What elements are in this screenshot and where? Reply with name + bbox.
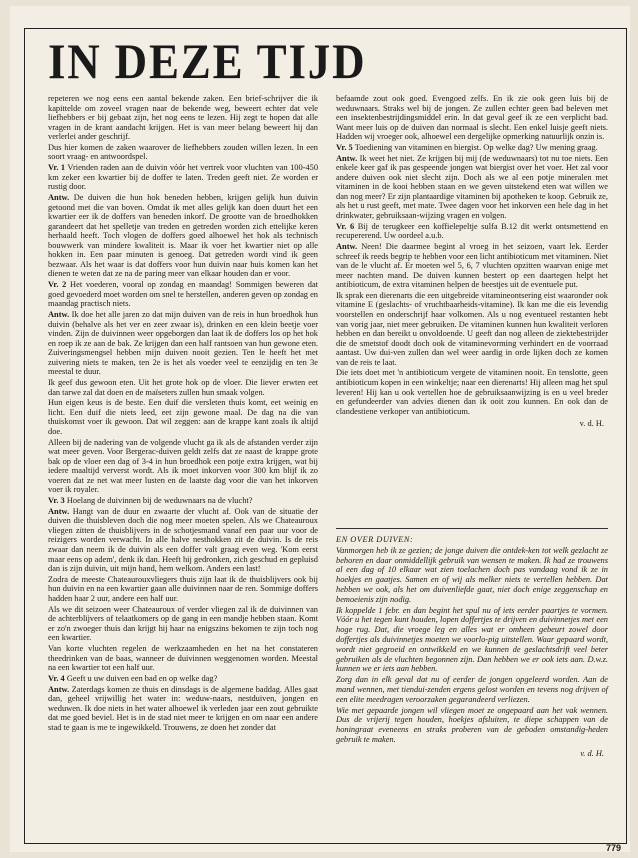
answer-6: Antw. Neen! Die daarmee begint al vroeg in het seizoen, vaart lek. Eerder schreef ik reeds begrip te hebben voor een licht antibioticum met vitaminen. Niet van de le vlucht af. Er moeten wel 5, 6, 7 vluchten opzitten waarvan enige met meer nachten mand. De duiven kunnen bestert op een daartegen helpt het antibioticum, de extra vitaminen helpen de beestjes uit de eventuele put.: [336, 241, 608, 290]
question-3: Vr. 3 Hoelang de duivinnen bij de weduwnaars na de vlucht?: [48, 496, 253, 506]
question-6: Vr. 6 Bij de terugkeer een koffielepeltje sulfa B.12 dit werkt ontsmettend en recupererend. Uw oordeel a.u.b.: [336, 221, 608, 241]
author-signature: v. d. H.: [579, 419, 604, 429]
right-column: [336, 94, 608, 509]
sidebar-box: [336, 528, 608, 828]
paragraph: Dus hier komen de zaken waarover de liefhebbers zouden willen lezen. In een soort vraag- en antwoordspel.: [48, 142, 318, 162]
paragraph: Ik sprak een dierenarts die een uitgebreide vitamineontsering eist waaronder ook vitamine E (geslachts- of vruchtbaarheids-vitamine). Ik kan me die eis levendig voorstellen en onderschrijf haar volkomen. Als u nog eventueel restanten hebt van vorig jaar, niet meer gebruiken. De vitaminen kunnen hun kwaliteit verloren hebben en dan bereikt u onvoldoende. U geeft dan nog alleen de ziektebestrijder die de smetstof doodt doch ook de vitaminevorming verhindert en de voorraad aantast. Uw dui-ven zullen dan wel weer aardig in orde lijken doch ze komen van de reis te laat.: [336, 290, 608, 367]
magazine-page: [10, 6, 630, 852]
paragraph: Alleen bij de nadering van de volgende vlucht ga ik als de afstanden verder zijn wat meer geven. Voor Bergerac-duiven geldt zelfs dat ze naast de krappe grote bak op de vloer een dag of 3-4 in hun broedhok een potje extra krijgen, wat bij iedere maaltijd ververst wordt. Als ik moet inkorven voor 300 km blijf ik zo voeren dat ze net wat meer lusten en de laatste dag voor die van het inkorven voer ik royaler.: [48, 437, 318, 495]
answer-3: Antw. Hangt van de duur en zwaarte der vlucht af. Ook van de situatie der duiven die thuisbleven doch die nog meer moeten spelen. Als we Chateauroux vliegen zitten de thuisblijvers in de schotjesmand vanaf een paar uur voor de reizigers worden verwacht. In alle halve nesthokken zit de duivin. Is de reis zwaar dan neem ik de duivin als een doffer valt graag even weg. 'Kom eerst maar eens op adem', denk ik dan. Heeft hij gedronken, zich geschud en gepluisd dan is zijn duivin, uit mijn hand, hem welkom. Anders een last!: [48, 506, 318, 574]
answer-5: Antw. Ik weet het niet. Ze krijgen bij mij (de weduwnaars) tot nu toe niets. Een enkele keer gaf ik pas gespeende jongen wat biergist over het voer. Het zal voor andere duiven ook niet slecht zijn. Doch als we al een potje mineralen met vitaminen in de kooi hebben staan en we geven uitstekend eten wat willen we dan nog meer? Er zijn plantaardige vitaminen bij apotheken te koop. Gebruik ze, als het u rust geeft, met mate. Twee dagen voor het inkorven een hele dag in het drinkwater, gebruiksaan-wijzing vragen en volgen.: [336, 153, 608, 220]
paragraph: Hun eigen keus is de beste. Een duif die versleten thuis komt, eet weinig en licht. Een duif die niets leed, eet zijn gewone maal. De dag na die van thuiskomst voer ik gewoon. Dat wil zeggen: aan de krappe kant zoals ik altijd doe.: [48, 398, 318, 436]
box-paragraph: Wie met gepaarde jongen wil vliegen moet ze ongepaard aan het vak wennen. Dus de vrijerij tegen houden, hoekjes afsluiten, te diepe schappen van de honingraat eveneens en straks proberen van de geboden omstandig-heden gebruik te maken.: [336, 705, 608, 744]
paragraph: Zodra de meeste Chateaurouxvliegers thuis zijn laat ik de thuisblijvers ook bij hun duivin en na een kwartier gaan alle duivinnen naar de ren. Sommige doffers hadden haar 2 uur, andere een half uur.: [48, 574, 318, 603]
paragraph: Van korte vluchten regelen de werkzaamheden en het na het constateren theedrinken van de baas, wanneer de duivinnen weggenomen worden. Meestal na een kwartier tot een half uur.: [48, 644, 318, 673]
answer-4: Antw. Zaterdags komen ze thuis en dinsdags is de algemene baddag. Alles gaat dan, geheel vrijwillig het water in: weduw-naars, nestduiven, jongen en weduwen. Ik doe niets in het water alhoewel ik verleden jaar een zout gebruikte dat me goed beviel. Het is in de stad niet meer te krijgen en om naar een andere stad te gaan is me te ingewikkeld. Trouwens, ze doen het zonder dat: [48, 684, 318, 732]
question-2: Vr. 2 Het voederen, vooral op zondag en maandag! Sommigen beweren dat goed gevoederd moet worden om snel te herstellen, anderen geven op zondag en maandag practisch niets.: [48, 280, 318, 309]
answer-1: Antw. De duiven die hun hok beneden hebben, krijgen gelijk hun duivin getoond met die van boven. Omdat ik met alles gelijk kan doen duurt het een kwartier eer ik de doffers van beneden inkorf. De grootte van de broedhokken garandeert dat het spelletje van treden en getreden worden zich ettelijke keren herhaald heeft. Toch vlogen de doffers goed alhoewel het hok als technisch bouwwerk van mindere kwaliteit is. Maar ik voer het kwartier niet op alle hokken in. Een paar minuten is genoeg. Dat getreden wordt vind ik geen bezwaar. Als het waar is dat doffers voor hun duivin naar huis komen kan het dienen te weten dat ze na de paring meer van elkaar houden dan er voor.: [48, 193, 318, 279]
box-paragraph: Vanmorgen heb ik ze gezien; de jonge duiven die ontdek-ken tot welk gezlacht ze behoren en daar onmiddellijk gebruik van wensen te maken. Ik had ze trouwens al een dag of 10 elkaar wat zien toelachen doch pas vandaag vond ik ze in hoekjes en gaatjes. Samen en of wij als melker niets te vertellen hebben. Dat hebben we ook, als het om duivenliefde gaat, niet doch enige zeggenschap en bemoeienis zijn nodig.: [336, 545, 608, 604]
answer-2: Antw. Ik doe het alle jaren zo dat mijn duiven van de reis in hun broedhok hun duivin (behalve als het ver en zeer zwaar is), drinken en een klein beetje voer vinden. Zijn de duivinnen weer opgeborgen dan laat ik de doffers los op het hok en roep ik ze aan de bak. Ze krijgen dan een half rantsoen van hun gewone eten. Zuiveringsmengsel hebben mijn duiven nooit gezien. Ten le heeft het met zuivering niets te maken, ten 2e is het als voeder veel te eenzijdig en ten 3e meestal te duur.: [48, 309, 318, 377]
paragraph: Die iets doet met 'n antibioticum vergete de vitaminen nooit. En tenslotte, geen antibioticum kopen in een winkeltje; naar een dierenarts! Hij alleen mag het spul leveren! Hij kan u ook vertellen hoe de gebruiksaanwijzing is en u veel breder en gefundeerder van advies dienen dan ik ooit zou kunnen. En ook dan de clandestiene verkoper van antibioticum.: [336, 368, 608, 416]
page-number: 779: [606, 843, 622, 853]
box-paragraph: Zorg dan in elk geval dat nu of eerder de jongen opgeleerd worden. Aan de mand wennen, met tiendui-zenden ergens gelost worden en tevens nog drijven of een elite meedragen veroorzaken gegarandeerd verliezen.: [336, 675, 608, 704]
paragraph: Ik geef dus gewoon eten. Uit het grote hok op de vloer. Die liever erwten eet dan tarwe zal dat doen en de maïseters zullen hun smaak volgen.: [48, 377, 318, 397]
question-5: Vr. 5 Toediening van vitaminen en biergist. Op welke dag? Uw mening graag.: [336, 142, 598, 152]
page-title: IN DEZE TIJD: [48, 33, 367, 89]
question-1: Vr. 1 Vrienden raden aan de duivin vóór het vertrek voor vluchten van 100-450 km zeker een kwartier bij de doffer te laten. Treden geeft niet. Ze worden er rustig door.: [48, 163, 318, 192]
paragraph: repeteren we nog eens een aantal bekende zaken. Een brief-schrijver die ik kapittelde om zoveel vragen naar de bekende weg, beweert echter dat vele liefhebbers er bij gebaat zijn, het nog eens te lezen. Hij zegt te hopen dat alle vragen in de krant aandacht krijgen. Het is van meer belang beweert hij dan verlerlei ander geschrijf.: [48, 94, 318, 142]
question-4: Vr. 4 Geeft u uw duiven een bad en op welke dag?: [48, 673, 218, 683]
left-column: [48, 94, 318, 832]
box-title: EN OVER DUIVEN:: [336, 535, 414, 544]
box-signature: v. d. H.: [580, 748, 604, 758]
paragraph: befaamde zout ook goed. Evengoed zelfs. En ik zie ook geen luis bij de weduwnaars. Straks wel bij de jongen. Ze zullen echter geen bad beleven met een insektenbestrijdingsmiddel erin. In dat geval geef ik ze een verplicht bad. Want meer luis op de duiven dan normaal is slecht. Een enkel luisje geeft niets. Hadden wij vroeger ook, alhoewel een dergelijke opmerking natuurlijk onzin is.: [336, 94, 608, 142]
paragraph: Als we dit seizoen weer Chateauroux of verder vliegen zal ik de duivinnen van de achterblijvers of telaatkomers op de gang in een mandje hebben staan. Komt er zo'n zwoeger thuis dan krijgt hij haar na enigszins bekomen te zijn toch nog een kwartier.: [48, 604, 318, 643]
box-paragraph: Ik koppelde 1 febr. en dan begint het spul nu of iets eerder paartjes te vormen. Vóór u het tegen kunt houden, lopen doffertjes te drijven en duivinnetjes met een hoge rug. Dat, die vroege leg en alles wat er omheen gebeurt zowel door doffertjes als duivinnetjes moeten we voorlo-pig uitstellen. Waar gepaard wordt, wordt niet gegroeid en ontwikkeld en we kunnen de geslachtsdrift veel beter gebruiken als de vluchten begonnen zijn. Dan hebben we er ook iets aan. D.w.z. kunnen we er iets aan hebben.: [336, 605, 608, 674]
